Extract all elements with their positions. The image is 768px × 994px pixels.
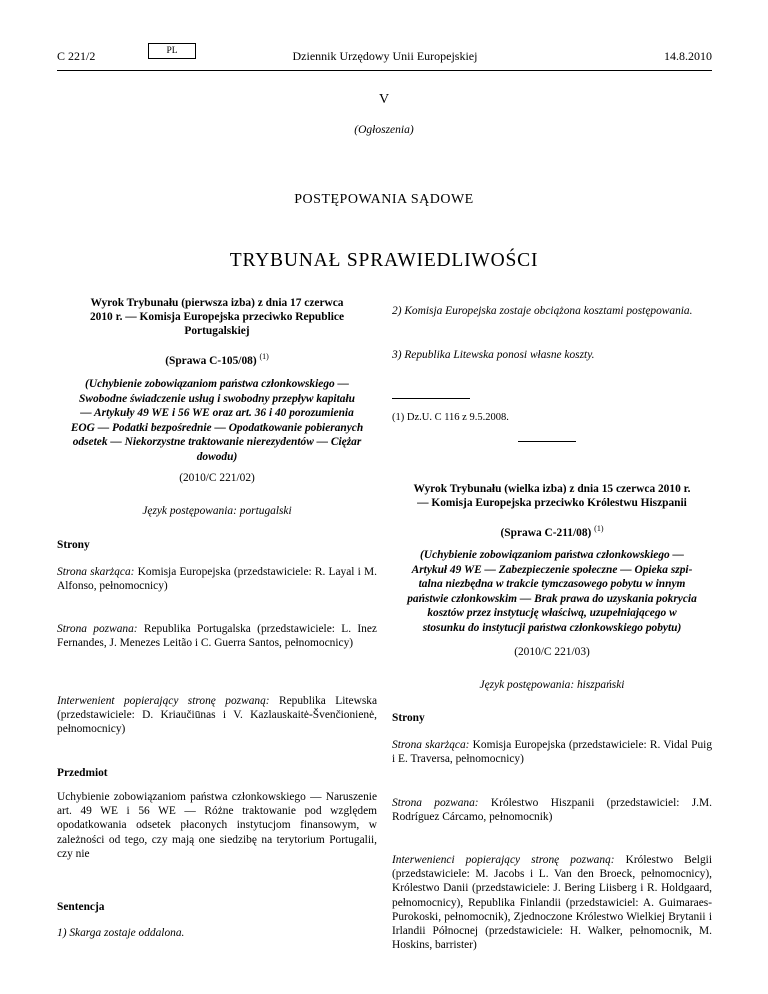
parties-heading-2: Strony <box>392 712 425 724</box>
parties-heading: Strony <box>57 539 90 551</box>
judgment-summary: (Uchybienie zobowiązaniom państwa członkowskiego — Swobodne świadczenie usług i swobodny przepływ kapitału — Artykuły 49 WE i 56 WE oraz art. 36 i 40 porozumienia EOG — Podatki bezpośrednie — Opodatkowanie pobieranych odsetek — Niekorzystne traktowanie nierezydentów — Ciężar dowodu) <box>70 378 364 463</box>
footnote-rule <box>392 398 470 399</box>
ruling-item-2: 2) Komisja Europejska zostaje obciążona kosztami postępowania. <box>392 305 693 317</box>
journal-title: Dziennik Urzędowy Unii Europejskiej <box>292 49 478 63</box>
ruling-item-1: 1) Skarga zostaje oddalona. <box>57 927 185 939</box>
case-number-2: (Sprawa C-211/08) $^{(1)}$ <box>500 524 604 539</box>
defendant: Strona pozwana: Republika Portugalska (przedstawiciele: L. Inez Fernandes, J. Menezes Leitão i C. Guerra Santos, pełnomocnicy) <box>57 623 377 650</box>
judgment-title-2: Wyrok Trybunału (wielka izba) z dnia 15 czerwca 2010 r. — Komisja Europejska przeciwko Królestwu Hiszpanii <box>413 483 691 510</box>
notice-reference-2: (2010/C 221/03) <box>514 646 590 658</box>
subject-text: Uchybienie zobowiązaniom państwa członkowskiego — Naruszenie art. 49 WE i 56 WE — Różne traktowanie pod względem opodatkowania odsetek płaconych instytucjom finansowym, w zależności od tego, czy mają one siedzibę na terytorium Portugalii, czy nie <box>57 791 377 860</box>
header-rule <box>57 70 712 71</box>
left-column <box>57 296 377 339</box>
footnote: (1) Dz.U. C 116 z 9.5.2008. <box>392 412 509 423</box>
judgment-summary-2: (Uchybienie zobowiązaniom państwa członkowskiego — Artykuł 49 WE — Zabezpieczenie społeczne — Opieka szpi- talna niezbędna w trakcie tymczasowego pobytu w innym państwie członkowskim — Brak prawa do uzyskania pokrycia kosztów przez instytucję właściwą, uzupełniającego w stosunku do instytucji państwa członkowskiego pobytu) <box>407 549 697 634</box>
subject-heading: Przedmiot <box>57 767 108 779</box>
section-subtitle: (Ogłoszenia) <box>354 124 414 136</box>
notice-reference: (2010/C 221/02) <box>179 472 255 484</box>
court-heading: TRYBUNAŁ SPRAWIEDLIWOŚCI <box>229 250 539 271</box>
page-reference: C 221/2 <box>57 49 96 63</box>
intervener: Interwenient popierający stronę pozwaną: Republika Litewska (przedstawiciele: D. Kriaučiūnas i V. Kazlauskaitė-Švenčionienė, pełnomocnicy) <box>57 695 378 736</box>
section-heading: POSTĘPOWANIA SĄDOWE <box>294 192 474 207</box>
ruling-item-3: 3) Republika Litewska ponosi własne koszty. <box>392 349 595 361</box>
language-badge: PL <box>148 43 196 59</box>
applicant: Strona skarżąca: Komisja Europejska (przedstawiciele: R. Layal i M. Alfonso, pełnomocnicy) <box>57 566 377 593</box>
interveners-2: Interwenienci popierający stronę pozwaną: Królestwo Belgii (przedstawiciele: M. Jacobs i L. Van den Broeck, pełnomocnicy), Królestwo Danii (przedstawiciele: J. Bering Liisberg i R. Holdgaard, pełnomocnicy), Republika Finlandii (przedstawiciel: A. Guimaraes-Purokoski, pełnomocnik), Zjednoczone Królestwo Wielkiej Brytanii i Irlandii Północnej (przedstawiciele: H. Walker, pełnomocnik, M. Hoskins, barrister) <box>392 854 712 952</box>
procedure-language-2: Język postępowania: hiszpański <box>479 679 625 691</box>
issue-date: 14.8.2010 <box>664 49 712 63</box>
separator-rule <box>518 441 576 442</box>
applicant-2: Strona skarżąca: Komisja Europejska (przedstawiciele: R. Vidal Puig i E. Traversa, pełnomocnicy) <box>392 739 713 766</box>
ruling-heading: Sentencja <box>57 901 105 913</box>
defendant-2: Strona pozwana: Królestwo Hiszpanii (przedstawiciel: J.M. Rodríguez Cárcamo, pełnomocnik) <box>392 797 712 824</box>
case-number: (Sprawa C-105/08) $^{(1)}$ <box>165 352 269 367</box>
judgment-title: Wyrok Trybunału (pierwsza izba) z dnia 17 czerwca 2010 r. — Komisja Europejska przeciwko Republice Portugalskiej <box>89 297 345 338</box>
section-number: V <box>378 92 390 107</box>
procedure-language: Język postępowania: portugalski <box>142 505 292 517</box>
